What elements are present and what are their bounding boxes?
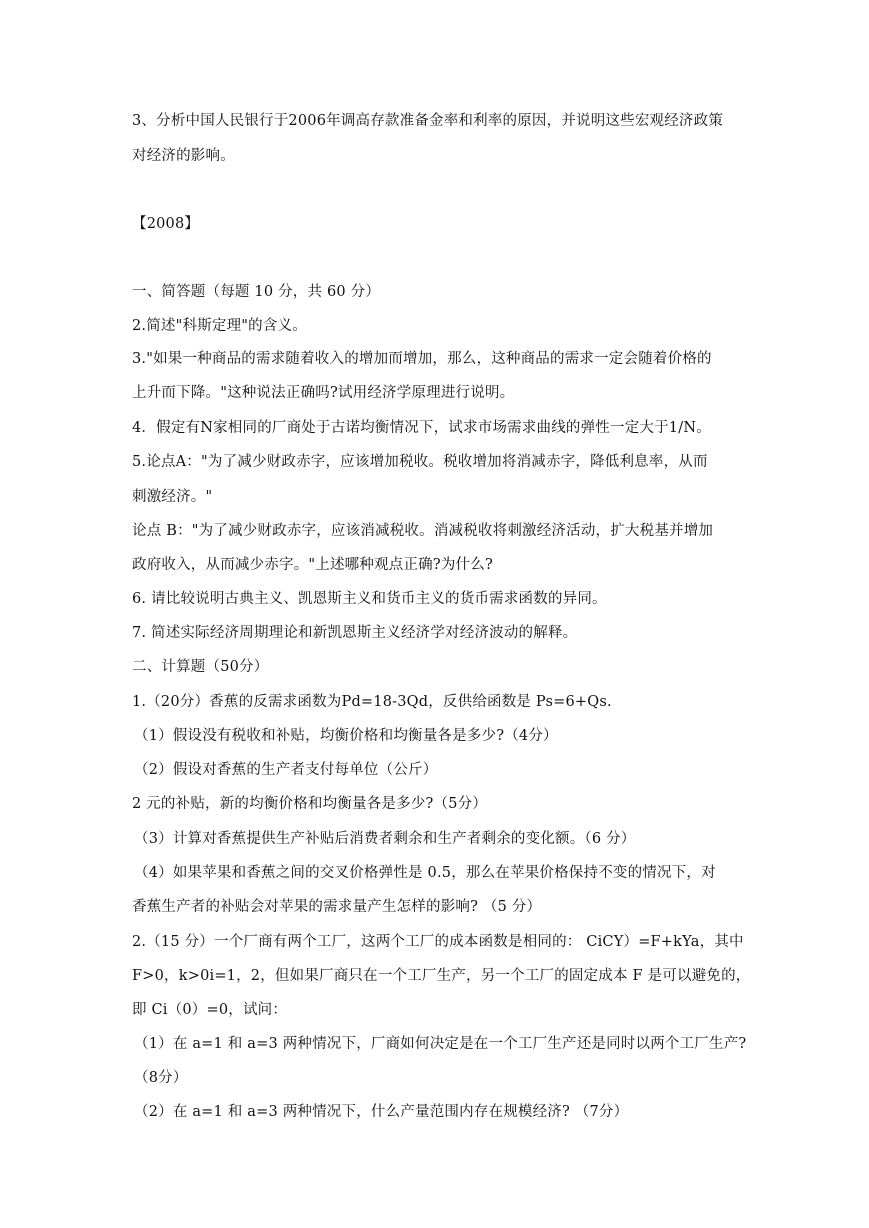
question-5-line-2: 刺激经济。"	[132, 489, 213, 505]
calc-question-1-part-4-line-2: 香蕉生产者的补贴会对苹果的需求量产生怎样的影响? （5 分）	[132, 899, 542, 915]
question-6: 6. 请比较说明古典主义、凯恩斯主义和货币主义的货币需求函数的异同。	[132, 591, 607, 607]
question-5-line-1: 5.论点A："为了减少财政赤字，应该增加税收。税收增加将消减赤字，降低利息率，从而	[132, 454, 708, 470]
calc-question-2-part-1-line-1: （1）在 a=1 和 a=3 两种情况下，厂商如何决定是在一个工厂生产还是同时以两个工厂生产?	[134, 1036, 747, 1052]
question-3-line-1: 3、分析中国人民银行于2006年调高存款准备金率和利率的原因，并说明这些宏观经济政策	[132, 113, 724, 129]
argument-b-line-2: 政府收入，从而减少赤字。"上述哪种观点正确?为什么?	[132, 557, 493, 573]
calc-question-2-line-2: F>0，k>0i=1，2，但如果厂商只在一个工厂生产，另一个工厂的固定成本 F 是可以避免的，	[132, 968, 751, 984]
calc-question-1-part-2-cont: 2 元的补贴，新的均衡价格和均衡量各是多少?（5分）	[132, 796, 488, 812]
calc-question-1-part-3: （3）计算对香蕉提供生产补贴后消费者剩余和生产者剩余的变化额。（6 分）	[134, 831, 636, 847]
question-7: 7. 简述实际经济周期理论和新凯恩斯主义经济学对经济波动的解释。	[132, 625, 578, 641]
argument-b-line-1: 论点 B："为了减少财政赤字，应该消减税收。消减税收将刺激经济活动，扩大税基并增加	[132, 523, 714, 539]
question-3a-line-1: 3."如果一种商品的需求随着收入的增加而增加，那么，这种商品的需求一定会随着价格的	[132, 351, 712, 367]
calculation-heading: 二、计算题（50分）	[132, 659, 269, 675]
question-4: 4．假定有N家相同的厂商处于古诺均衡情况下，试求市场需求曲线的弹性一定大于1/N。	[132, 420, 711, 436]
calc-question-2-part-2: （2）在 a=1 和 a=3 两种情况下，什么产量范围内存在规模经济? （7分）	[134, 1104, 629, 1120]
calc-question-1-part-1: （1）假设没有税收和补贴，均衡价格和均衡量各是多少?（4分）	[134, 728, 558, 744]
section-year-heading: 【2008】	[132, 216, 200, 232]
short-answer-heading: 一、简答题（每题 10 分，共 60 分）	[132, 284, 381, 300]
calc-question-2-line-1: 2.（15 分）一个厂商有两个工厂，这两个工厂的成本函数是相同的： CiCY）=F+kYa，其中	[132, 934, 744, 950]
calc-question-2-line-3: 即 Ci（0）=0，试问：	[132, 1002, 288, 1018]
calc-question-1: 1.（20分）香蕉的反需求函数为Pd=18-3Qd，反供给函数是 Ps=6+Qs.	[132, 694, 612, 710]
question-2: 2.简述"科斯定理"的含义。	[132, 318, 307, 334]
calc-question-1-part-2: （2）假设对香蕉的生产者支付每单位（公斤）	[134, 762, 438, 778]
calc-question-1-part-4-line-1: （4）如果苹果和香蕉之间的交叉价格弹性是 0.5，那么在苹果价格保持不变的情况下，对	[134, 865, 716, 881]
question-3a-line-2: 上升而下降。"这种说法正确吗?试用经济学原理进行说明。	[132, 385, 515, 401]
question-3-line-2: 对经济的影响。	[132, 148, 235, 164]
calc-question-2-part-1-line-2: （8分）	[134, 1070, 188, 1086]
